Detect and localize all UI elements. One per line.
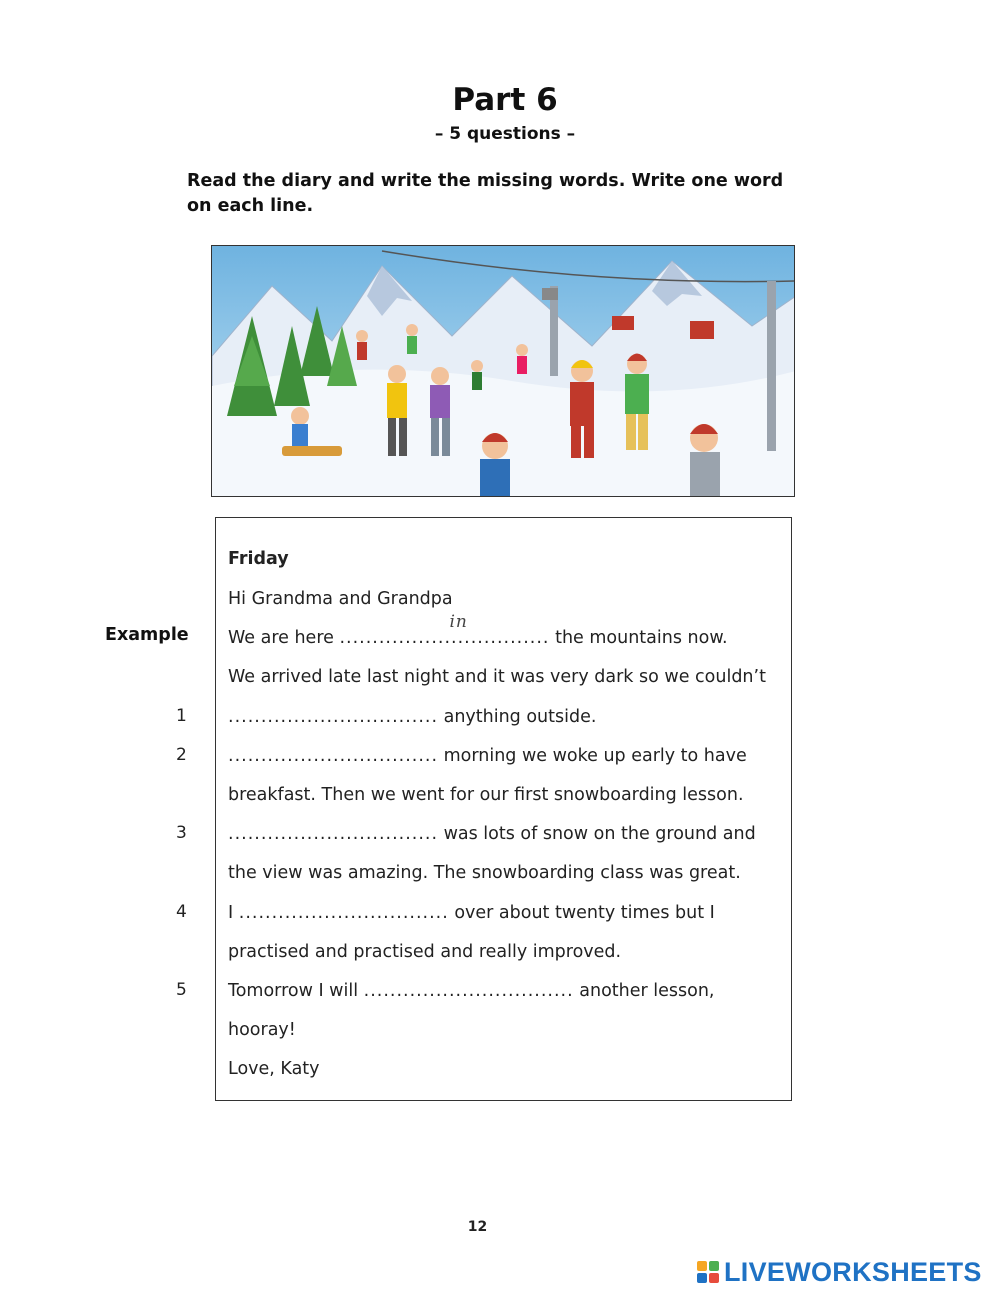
page-title: Part 6	[452, 82, 558, 118]
question-3-line	[228, 822, 756, 846]
diary-line: We arrived late last night and it was very dark so we couldn’t	[228, 667, 766, 687]
diary-box	[215, 517, 792, 1101]
lift-chair	[612, 316, 634, 330]
brand-name: LIVEWORKSHEETS	[724, 1256, 982, 1287]
liveworksheets-logo-icon	[697, 1261, 719, 1283]
answer-blank-2[interactable]: ................................	[228, 746, 439, 766]
diary-line: breakfast. Then we went for our first snowboarding lesson.	[228, 785, 744, 805]
lift-chair	[690, 321, 714, 339]
question-number-3: 3	[176, 823, 187, 843]
question-number-4: 4	[176, 902, 187, 922]
question-3-text: was lots of snow on the ground and	[443, 824, 756, 844]
question-number-5: 5	[176, 980, 187, 1000]
question-4-before: I	[228, 903, 234, 923]
instructions: Read the diary and write the missing words. Write one word on each line.	[187, 171, 784, 216]
ski-scene-svg	[212, 246, 795, 497]
liveworksheets-brand[interactable]	[697, 1257, 982, 1287]
diary-signoff: Love, Katy	[228, 1059, 320, 1079]
question-4-line	[228, 901, 715, 925]
example-label: Example	[105, 625, 189, 645]
diary-day: Friday	[228, 549, 289, 569]
diary-line: the view was amazing. The snowboarding class was great.	[228, 863, 741, 883]
lift-pylon	[767, 281, 776, 451]
example-line	[228, 612, 728, 650]
question-2-text: morning we woke up early to have	[443, 746, 747, 766]
question-5-text: another lesson,	[579, 981, 715, 1001]
question-2-line	[228, 744, 747, 768]
answer-blank-3[interactable]: ................................	[228, 824, 439, 844]
answer-blank-5[interactable]: ................................	[363, 981, 574, 1001]
diary-line: hooray!	[228, 1020, 296, 1040]
question-1-text: anything outside.	[443, 707, 597, 727]
question-5-line	[228, 979, 715, 1003]
question-number-2: 2	[176, 745, 187, 765]
example-answer: in	[449, 612, 468, 632]
answer-blank-4[interactable]: ................................	[238, 903, 449, 923]
ski-resort-illustration	[211, 245, 795, 497]
question-1-line	[228, 705, 596, 729]
answer-blank-1[interactable]: ................................	[228, 707, 439, 727]
page-subtitle: – 5 questions –	[434, 124, 576, 144]
question-number-1: 1	[176, 706, 187, 726]
question-4-text: over about twenty times but I	[454, 903, 715, 923]
lift-chair	[542, 288, 558, 300]
example-blank: ................................ in	[339, 612, 550, 648]
page-number: 12	[467, 1219, 488, 1235]
example-before: We are here	[228, 628, 334, 648]
example-after: the mountains now.	[555, 628, 728, 648]
diary-greeting: Hi Grandma and Grandpa	[228, 589, 453, 609]
diary-line: practised and practised and really improved.	[228, 942, 622, 962]
question-5-before: Tomorrow I will	[228, 981, 359, 1001]
